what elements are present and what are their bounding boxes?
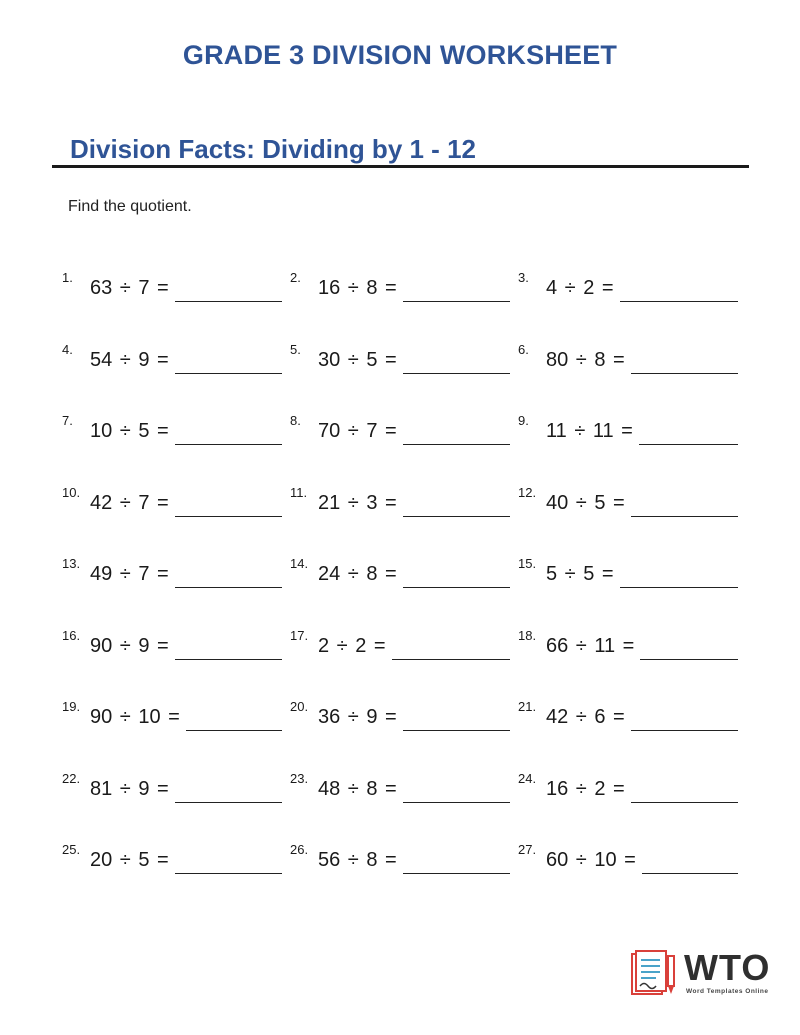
problem-item <box>518 842 738 872</box>
answer-blank[interactable] <box>620 283 738 302</box>
problem-number: 24. <box>518 770 537 786</box>
problem-item <box>518 342 738 372</box>
answer-blank[interactable] <box>175 355 282 374</box>
answer-blank[interactable] <box>631 355 738 374</box>
problem-item <box>518 485 738 515</box>
answer-blank[interactable] <box>403 569 510 588</box>
problem-item <box>290 842 510 872</box>
problem-item <box>518 628 738 658</box>
page-title: GRADE 3 DIVISION WORKSHEET <box>182 40 618 70</box>
answer-blank[interactable] <box>403 712 510 731</box>
problem-item <box>290 413 510 443</box>
problem-number: 25. <box>62 842 81 857</box>
problem-item <box>290 556 510 586</box>
problem-number: 11. <box>290 484 308 500</box>
problem-item <box>290 270 510 300</box>
problem-item <box>62 842 282 872</box>
problem-expression: 36 ÷ 9 = <box>318 706 397 728</box>
answer-blank[interactable] <box>392 641 510 660</box>
problem-expression: 42 ÷ 7 = <box>90 491 169 514</box>
problem-item <box>62 270 282 300</box>
problem-item <box>290 628 510 658</box>
problem-expression: 56 ÷ 8 = <box>318 849 397 871</box>
problem-item <box>518 413 738 443</box>
problem-expression: 16 ÷ 8 = <box>318 277 397 299</box>
problem-item <box>518 556 738 586</box>
logo-tagline: Word Templates Online <box>686 988 769 995</box>
answer-blank[interactable] <box>175 498 282 517</box>
problem-number: 4. <box>62 341 73 357</box>
answer-blank[interactable] <box>631 498 738 517</box>
problem-expression: 42 ÷ 6 = <box>546 706 625 728</box>
problem-number: 12. <box>518 484 537 500</box>
problem-item <box>62 485 282 515</box>
problem-number: 27. <box>518 842 537 857</box>
problem-number: 1. <box>62 270 73 285</box>
problem-expression: 20 ÷ 5 = <box>90 849 169 871</box>
problem-expression: 63 ÷ 7 = <box>90 277 169 299</box>
problem-item <box>290 699 510 729</box>
problem-expression: 49 ÷ 7 = <box>90 563 169 585</box>
problem-number: 23. <box>290 770 309 786</box>
problem-number: 20. <box>290 699 309 714</box>
problem-expression: 11 ÷ 11 = <box>546 420 633 442</box>
problem-number: 16. <box>62 627 81 643</box>
problem-item <box>290 771 510 801</box>
problem-number: 15. <box>518 556 537 571</box>
problem-item <box>62 771 282 801</box>
problem-item <box>62 699 282 729</box>
problem-number: 6. <box>518 341 529 357</box>
problem-item <box>518 771 738 801</box>
problem-item <box>290 485 510 515</box>
problem-expression: 90 ÷ 9 = <box>90 634 169 657</box>
problem-number: 17. <box>290 627 309 643</box>
answer-blank[interactable] <box>175 283 282 302</box>
problem-number: 2. <box>290 270 301 285</box>
problem-expression: 48 ÷ 8 = <box>318 777 397 800</box>
problem-expression: 66 ÷ 11 = <box>546 634 635 657</box>
answer-blank[interactable] <box>639 426 738 445</box>
problem-expression: 70 ÷ 7 = <box>318 420 397 442</box>
problem-expression: 21 ÷ 3 = <box>318 491 397 514</box>
answer-blank[interactable] <box>403 355 510 374</box>
answer-blank[interactable] <box>631 784 738 803</box>
answer-blank[interactable] <box>403 426 510 445</box>
problem-number: 9. <box>518 413 529 428</box>
problem-item <box>62 413 282 443</box>
answer-blank[interactable] <box>403 498 510 517</box>
problem-number: 19. <box>62 699 81 714</box>
problem-number: 18. <box>518 627 537 643</box>
problem-expression: 40 ÷ 5 = <box>546 491 625 514</box>
problem-expression: 81 ÷ 9 = <box>90 777 169 800</box>
answer-blank[interactable] <box>620 569 738 588</box>
problem-expression: 90 ÷ 10 = <box>90 706 180 728</box>
problem-expression: 5 ÷ 5 = <box>546 563 614 585</box>
problem-expression: 24 ÷ 8 = <box>318 563 397 585</box>
logo-wordmark: WTO <box>684 947 771 988</box>
problem-item <box>518 270 738 300</box>
problem-number: 10. <box>62 484 81 500</box>
problem-expression: 60 ÷ 10 = <box>546 849 636 871</box>
answer-blank[interactable] <box>186 712 282 731</box>
problem-number: 5. <box>290 341 301 357</box>
problem-number: 21. <box>518 699 537 714</box>
problem-number: 14. <box>290 556 309 571</box>
answer-blank[interactable] <box>642 855 738 874</box>
problem-expression: 2 ÷ 2 = <box>318 634 386 657</box>
problem-number: 13. <box>62 556 81 571</box>
problem-expression: 10 ÷ 5 = <box>90 420 169 442</box>
problem-item <box>62 342 282 372</box>
problem-expression: 30 ÷ 5 = <box>318 348 397 371</box>
answer-blank[interactable] <box>403 283 510 302</box>
instructions: Find the quotient. <box>68 198 192 215</box>
answer-blank[interactable] <box>631 712 738 731</box>
answer-blank[interactable] <box>403 784 510 803</box>
problem-expression: 54 ÷ 9 = <box>90 348 169 371</box>
problem-number: 22. <box>62 770 81 786</box>
answer-blank[interactable] <box>175 641 282 660</box>
answer-blank[interactable] <box>175 426 282 445</box>
answer-blank[interactable] <box>175 784 282 803</box>
problem-expression: 4 ÷ 2 = <box>546 277 614 299</box>
answer-blank[interactable] <box>175 569 282 588</box>
answer-blank[interactable] <box>403 855 510 874</box>
problem-expression: 80 ÷ 8 = <box>546 348 625 371</box>
section-title: Division Facts: Dividing by 1 - 12 <box>70 134 476 164</box>
problem-expression: 16 ÷ 2 = <box>546 777 625 800</box>
answer-blank[interactable] <box>175 855 282 874</box>
problem-item <box>518 699 738 729</box>
problem-number: 3. <box>518 270 529 285</box>
problem-item <box>290 342 510 372</box>
problem-number: 8. <box>290 413 301 428</box>
problem-number: 26. <box>290 842 309 857</box>
problem-item <box>62 556 282 586</box>
problem-item <box>62 628 282 658</box>
problem-number: 7. <box>62 413 73 428</box>
answer-blank[interactable] <box>640 641 738 660</box>
